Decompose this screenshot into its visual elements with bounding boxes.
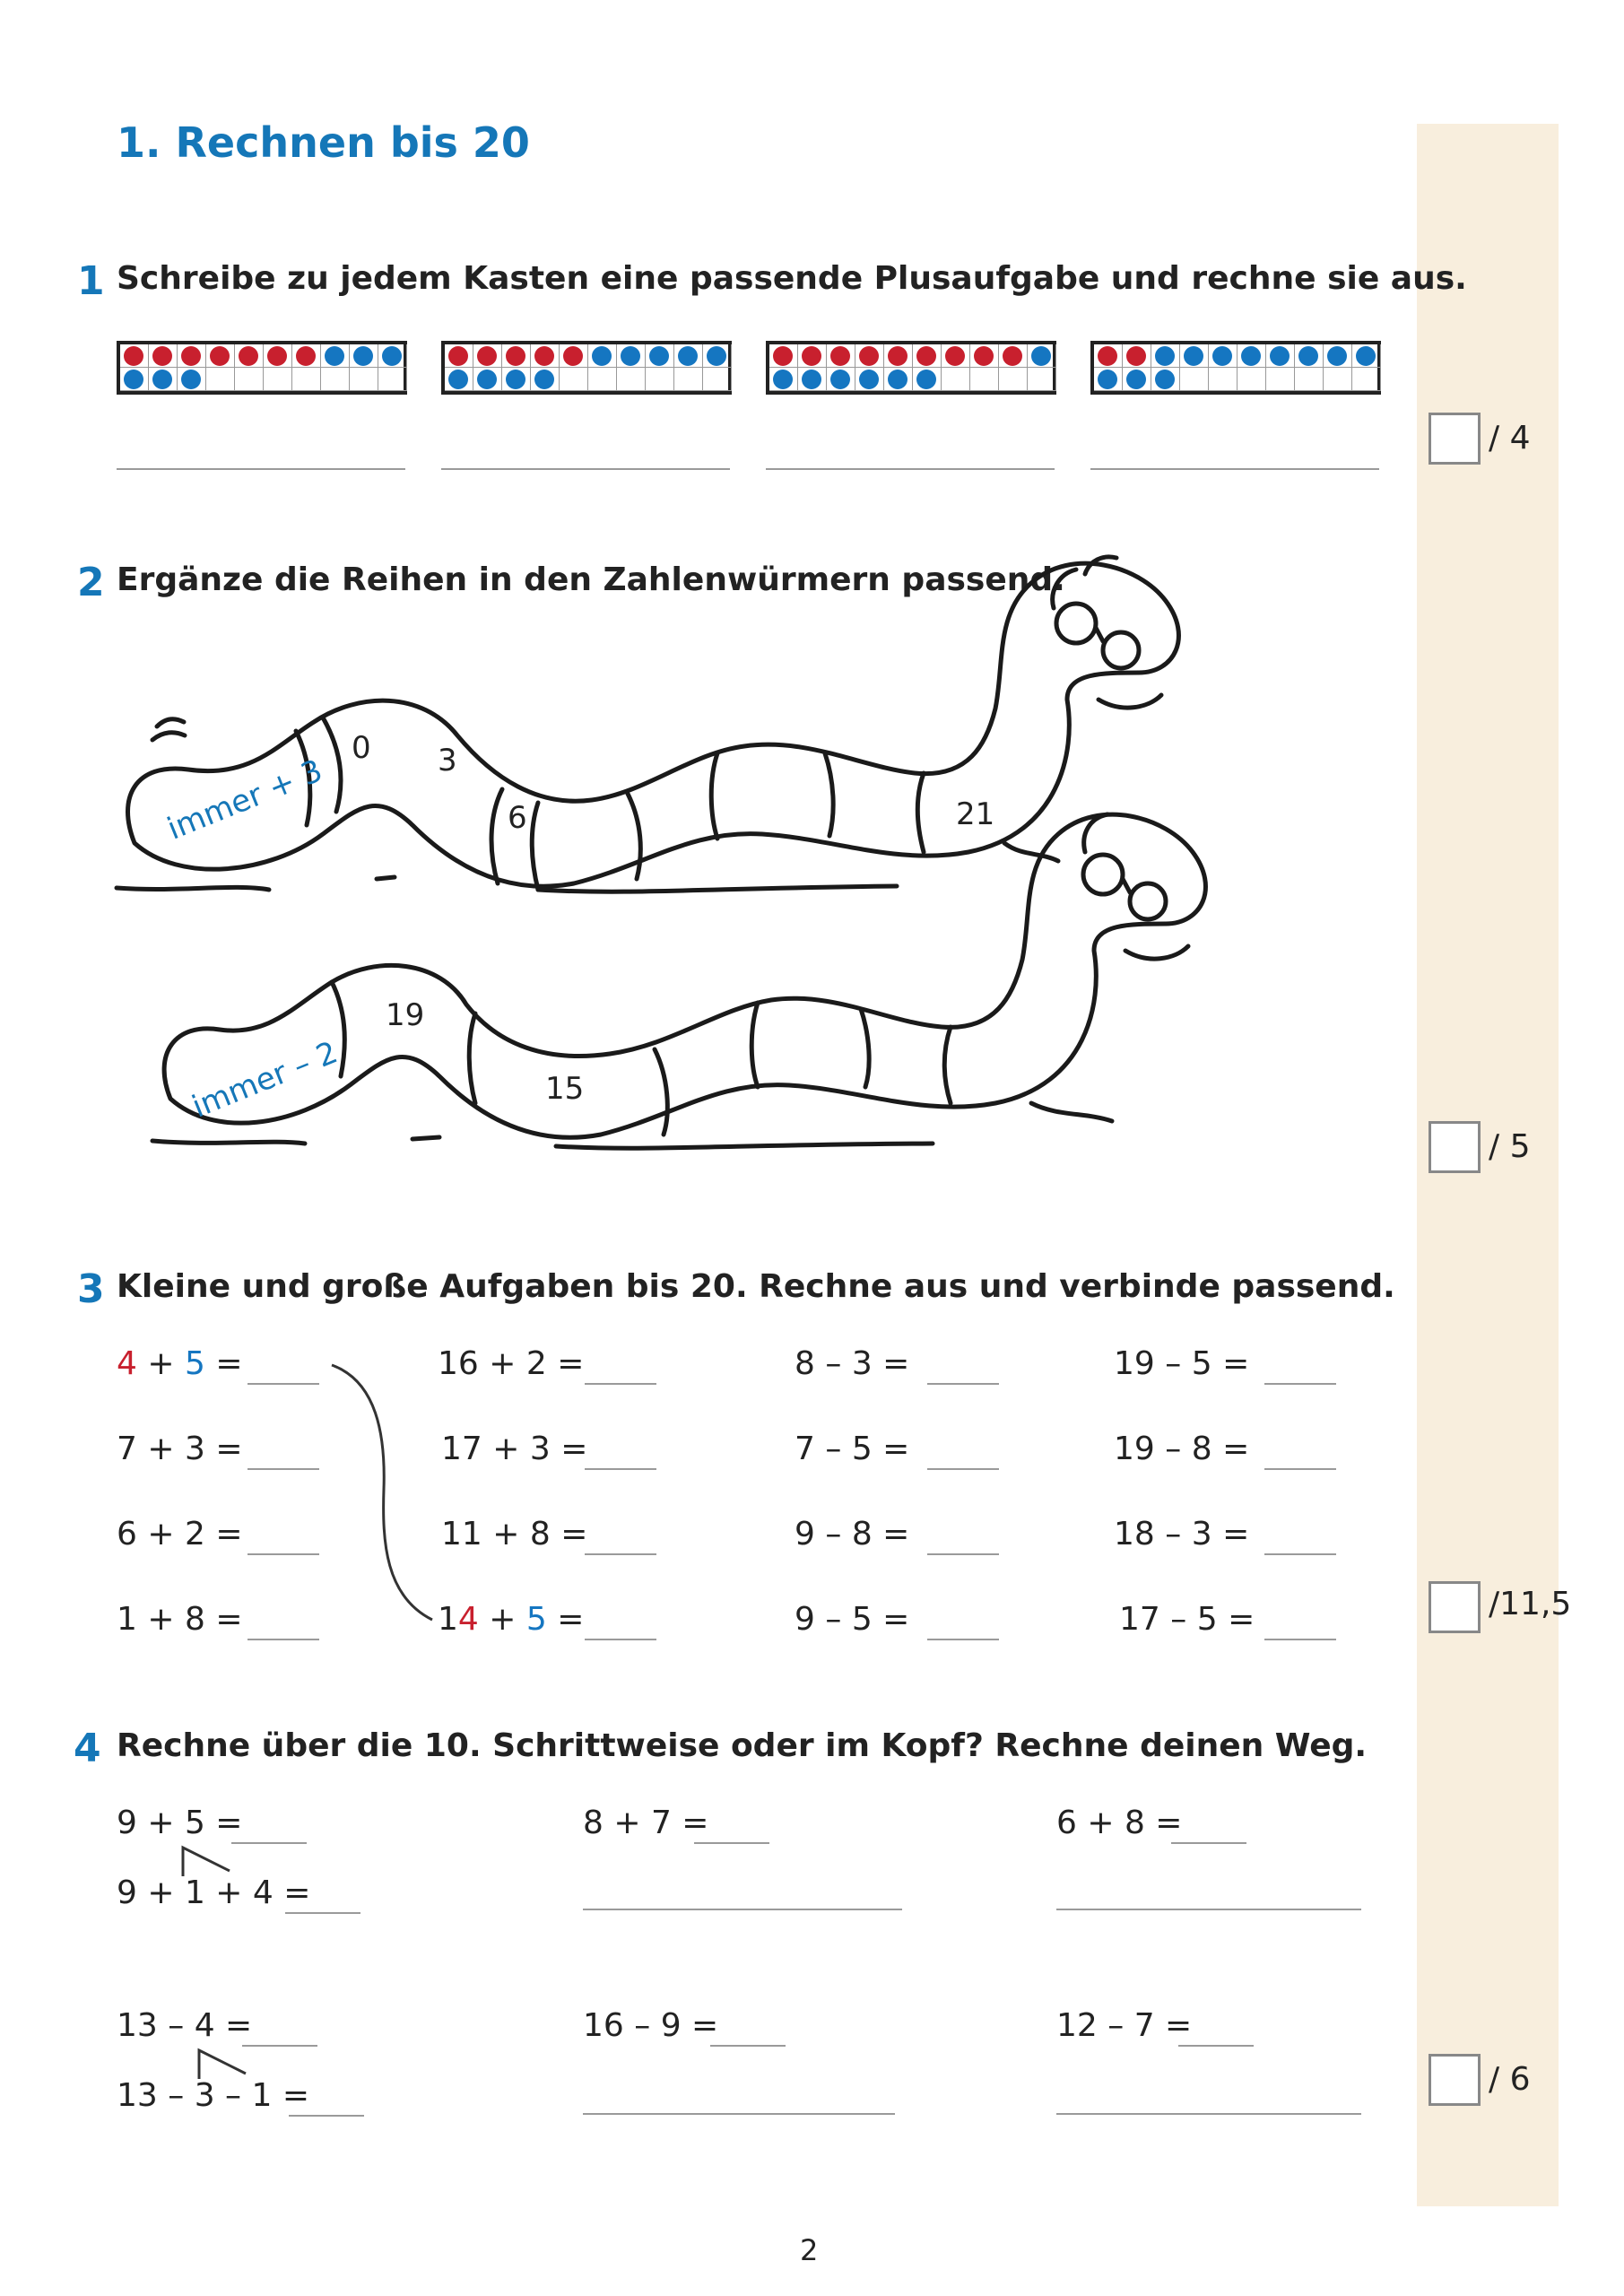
blue-counter-dot <box>448 370 468 389</box>
frame-cell <box>674 344 703 368</box>
frame-cell <box>999 368 1028 391</box>
red-counter-dot <box>1003 346 1022 366</box>
blue-counter-dot <box>773 370 793 389</box>
blue-counter-dot <box>181 370 201 389</box>
task-3-equation: 6 + 2 = <box>117 1516 243 1552</box>
task-4-work-line[interactable] <box>583 1909 902 1910</box>
task-3-equation: 17 – 5 = <box>1119 1601 1255 1638</box>
task-4-answer-blank[interactable] <box>694 1842 769 1844</box>
task-3-equation: 4 + 5 = <box>117 1345 243 1382</box>
top-worm-number-1: 0 <box>352 730 371 766</box>
frame-cell <box>149 344 178 368</box>
frame-cell <box>1352 368 1381 391</box>
task-3-answer-blank[interactable] <box>585 1383 656 1385</box>
frame-cell <box>321 344 350 368</box>
ten-frame-1 <box>117 341 407 395</box>
frame-cell <box>531 344 560 368</box>
frame-cell <box>1209 344 1238 368</box>
frame-cell <box>970 344 999 368</box>
frame-cell <box>1094 368 1123 391</box>
blue-counter-dot <box>592 346 612 366</box>
task-3-equation: 18 – 3 = <box>1114 1516 1250 1552</box>
ten-frame-4 <box>1090 341 1381 395</box>
frame-cell <box>588 344 617 368</box>
frame-cell <box>1028 368 1056 391</box>
task-1-score-box[interactable] <box>1429 413 1481 465</box>
blue-counter-dot <box>477 370 497 389</box>
task-3-equation: 19 – 5 = <box>1114 1345 1250 1382</box>
frame-cell <box>999 344 1028 368</box>
top-worm-number-4: 21 <box>956 796 995 832</box>
task-1-number: 1 <box>77 258 105 304</box>
task-2-score-box[interactable] <box>1429 1121 1481 1173</box>
task-4-answer-blank[interactable] <box>1178 2045 1254 2047</box>
frame-cell <box>473 344 502 368</box>
task-3-score-box[interactable] <box>1429 1581 1481 1633</box>
page-number: 2 <box>800 2233 819 2267</box>
red-counter-dot <box>210 346 230 366</box>
task-3-answer-blank[interactable] <box>927 1553 999 1555</box>
blue-counter-dot <box>1241 346 1261 366</box>
task-4-equation: 16 – 9 = <box>583 2007 719 2044</box>
blue-counter-dot <box>1155 346 1175 366</box>
task-3-equation: 11 + 8 = <box>441 1516 588 1552</box>
example-connection-line <box>323 1354 448 1632</box>
frame-cell <box>942 344 970 368</box>
task-3-number: 3 <box>77 1266 105 1312</box>
frame-cell <box>798 344 827 368</box>
task-2-number: 2 <box>77 560 105 605</box>
task-3-equation: 17 + 3 = <box>441 1431 588 1467</box>
blue-counter-dot <box>916 370 936 389</box>
frame-cell <box>350 368 378 391</box>
red-counter-dot <box>296 346 316 366</box>
task-3-equation: 8 – 3 = <box>795 1345 910 1382</box>
frame-cell <box>321 368 350 391</box>
frame-cell <box>120 368 149 391</box>
frame-cell <box>913 368 942 391</box>
highlighted-digit-red: 4 <box>457 1601 479 1638</box>
frame-cell <box>1028 344 1056 368</box>
frame-cell <box>502 344 531 368</box>
bottom-worm-number-1: 19 <box>386 997 425 1033</box>
frame-cell <box>674 368 703 391</box>
blue-counter-dot <box>1031 346 1051 366</box>
frame-cell <box>1352 344 1381 368</box>
task-3-equation: 9 – 8 = <box>795 1516 910 1552</box>
red-counter-dot <box>181 346 201 366</box>
task-3-answer-blank[interactable] <box>248 1553 319 1555</box>
task-3-answer-blank[interactable] <box>1264 1468 1336 1470</box>
top-worm-number-2: 3 <box>438 743 457 778</box>
task-4-equation: 8 + 7 = <box>583 1805 709 1841</box>
frame-cell <box>378 344 407 368</box>
frame-cell <box>1238 344 1266 368</box>
frame-cell <box>445 368 473 391</box>
frame-cell <box>1266 344 1295 368</box>
frame-cell <box>884 368 913 391</box>
frame-cell <box>769 344 798 368</box>
task-3-answer-blank[interactable] <box>1264 1383 1336 1385</box>
frame-cell <box>1266 368 1295 391</box>
highlighted-addend-blue: 5 <box>184 1345 205 1382</box>
task-3-equation: 14 + 5 = <box>438 1601 585 1638</box>
frame-cell <box>970 368 999 391</box>
red-counter-dot <box>477 346 497 366</box>
red-counter-dot <box>239 346 258 366</box>
frame-cell <box>1180 368 1209 391</box>
task-2-score-label: / 5 <box>1489 1128 1531 1165</box>
task-4-answer-blank[interactable] <box>289 2115 364 2117</box>
blue-counter-dot <box>649 346 669 366</box>
task-1-answer-line-1[interactable] <box>117 468 405 470</box>
frame-cell <box>206 344 235 368</box>
task-4-step-equation: 9 + 1 + 4 = <box>117 1874 311 1911</box>
frame-cell <box>913 344 942 368</box>
task-3-answer-blank[interactable] <box>248 1468 319 1470</box>
red-counter-dot <box>124 346 143 366</box>
frame-cell <box>798 368 827 391</box>
frame-cell <box>1295 368 1324 391</box>
frame-cell <box>378 368 407 391</box>
task-4-score-label: / 6 <box>1489 2061 1531 2098</box>
red-counter-dot <box>974 346 994 366</box>
frame-cell <box>292 344 321 368</box>
task-3-equation: 7 – 5 = <box>795 1431 910 1467</box>
frame-cell <box>1123 344 1151 368</box>
frame-cell <box>942 368 970 391</box>
frame-cell <box>560 344 588 368</box>
frame-cell <box>149 368 178 391</box>
task-3-equation: 16 + 2 = <box>438 1345 585 1382</box>
frame-cell <box>350 344 378 368</box>
task-4-text: Rechne über die 10. Schrittweise oder im Kopf? Rechne deinen Weg. <box>117 1727 1368 1764</box>
blue-counter-dot <box>1184 346 1203 366</box>
page-title: 1. Rechnen bis 20 <box>117 118 530 167</box>
blue-counter-dot <box>802 370 821 389</box>
bottom-worm-number-2: 15 <box>545 1071 585 1107</box>
blue-counter-dot <box>859 370 879 389</box>
top-worm-rule: immer + 3 <box>162 752 328 848</box>
blue-counter-dot <box>353 346 373 366</box>
frame-cell <box>235 368 264 391</box>
frame-cell <box>703 344 732 368</box>
frame-cell <box>855 344 884 368</box>
frame-cell <box>120 344 149 368</box>
frame-cell <box>855 368 884 391</box>
frame-cell <box>560 368 588 391</box>
ten-frame-2 <box>441 341 732 395</box>
blue-counter-dot <box>124 370 143 389</box>
task-4-step-equation: 13 – 3 – 1 = <box>117 2077 309 2114</box>
blue-counter-dot <box>1155 370 1175 389</box>
task-4-answer-blank[interactable] <box>1171 1842 1246 1844</box>
frame-cell <box>292 368 321 391</box>
frame-cell <box>178 368 206 391</box>
frame-cell <box>502 368 531 391</box>
task-3-answer-blank[interactable] <box>927 1639 999 1640</box>
frame-cell <box>646 368 674 391</box>
task-4-number: 4 <box>74 1726 101 1771</box>
task-4-equation: 12 – 7 = <box>1056 2007 1193 2044</box>
red-counter-dot <box>267 346 287 366</box>
frame-cell <box>617 368 646 391</box>
blue-counter-dot <box>1098 370 1117 389</box>
task-3-answer-blank[interactable] <box>927 1468 999 1470</box>
frame-cell <box>1324 368 1352 391</box>
task-2-text: Ergänze die Reihen in den Zahlenwürmern passend. <box>117 561 1065 598</box>
frame-cell <box>235 344 264 368</box>
task-4-work-line[interactable] <box>1056 2113 1361 2115</box>
frame-cell <box>1123 368 1151 391</box>
task-3-answer-blank[interactable] <box>248 1639 319 1640</box>
red-counter-dot <box>152 346 172 366</box>
blue-counter-dot <box>152 370 172 389</box>
task-3-answer-blank[interactable] <box>927 1383 999 1385</box>
blue-counter-dot <box>534 370 554 389</box>
frame-cell <box>827 368 855 391</box>
blue-counter-dot <box>506 370 525 389</box>
task-4-work-line[interactable] <box>583 2113 895 2115</box>
red-counter-dot <box>802 346 821 366</box>
red-counter-dot <box>534 346 554 366</box>
ten-frame-3 <box>766 341 1056 395</box>
task-3-equation: 9 – 5 = <box>795 1601 910 1638</box>
blue-counter-dot <box>325 346 344 366</box>
task-3-answer-blank[interactable] <box>585 1639 656 1640</box>
frame-cell <box>769 368 798 391</box>
frame-cell <box>827 344 855 368</box>
frame-cell <box>1151 368 1180 391</box>
task-3-answer-blank[interactable] <box>1264 1639 1336 1640</box>
top-worm-body <box>128 563 1179 886</box>
blue-counter-dot <box>1270 346 1290 366</box>
blue-counter-dot <box>707 346 726 366</box>
frame-cell <box>1180 344 1209 368</box>
bottom-worm-rule: immer – 2 <box>187 1034 343 1126</box>
task-1-score-label: / 4 <box>1489 420 1531 457</box>
task-4-work-line[interactable] <box>1056 1909 1361 1910</box>
frame-cell <box>531 368 560 391</box>
red-counter-dot <box>506 346 525 366</box>
blue-counter-dot <box>621 346 640 366</box>
task-4-equation: 9 + 5 = <box>117 1805 243 1841</box>
highlighted-addend-blue: 5 <box>525 1601 547 1638</box>
blue-counter-dot <box>678 346 698 366</box>
frame-cell <box>1324 344 1352 368</box>
task-3-text: Kleine und große Aufgaben bis 20. Rechne aus und verbinde passend. <box>117 1268 1395 1305</box>
blue-counter-dot <box>382 346 402 366</box>
task-1-answer-line-3[interactable] <box>766 468 1055 470</box>
task-1-text: Schreibe zu jedem Kasten eine passende Plusaufgabe und rechne sie aus. <box>117 260 1467 297</box>
task-3-answer-blank[interactable] <box>585 1553 656 1555</box>
red-counter-dot <box>563 346 583 366</box>
frame-cell <box>884 344 913 368</box>
top-worm-number-3: 6 <box>508 800 527 836</box>
red-counter-dot <box>916 346 936 366</box>
frame-cell <box>646 344 674 368</box>
red-counter-dot <box>945 346 965 366</box>
task-1-answer-line-4[interactable] <box>1090 468 1379 470</box>
task-3-answer-blank[interactable] <box>585 1468 656 1470</box>
blue-counter-dot <box>1212 346 1232 366</box>
task-3-equation: 19 – 8 = <box>1114 1431 1250 1467</box>
frame-cell <box>445 344 473 368</box>
blue-counter-dot <box>1126 370 1146 389</box>
task-4-equation: 6 + 8 = <box>1056 1805 1183 1841</box>
task-4-answer-blank[interactable] <box>231 1842 307 1844</box>
frame-cell <box>1209 368 1238 391</box>
red-counter-dot <box>1126 346 1146 366</box>
highlighted-addend-red: 4 <box>117 1345 137 1382</box>
frame-cell <box>1238 368 1266 391</box>
frame-cell <box>264 368 292 391</box>
task-3-answer-blank[interactable] <box>248 1383 319 1385</box>
frame-cell <box>264 344 292 368</box>
blue-counter-dot <box>888 370 908 389</box>
blue-counter-dot <box>1327 346 1347 366</box>
task-4-equation: 13 – 4 = <box>117 2007 253 2044</box>
frame-cell <box>1151 344 1180 368</box>
frame-cell <box>206 368 235 391</box>
frame-cell <box>703 368 732 391</box>
frame-cell <box>473 368 502 391</box>
task-3-equation: 1 + 8 = <box>117 1601 243 1638</box>
frame-cell <box>1094 344 1123 368</box>
blue-counter-dot <box>830 370 850 389</box>
red-counter-dot <box>888 346 908 366</box>
frame-cell <box>588 368 617 391</box>
red-counter-dot <box>1098 346 1117 366</box>
task-3-score-label: /11,5 <box>1489 1586 1572 1622</box>
red-counter-dot <box>859 346 879 366</box>
task-3-equation: 7 + 3 = <box>117 1431 243 1467</box>
red-counter-dot <box>773 346 793 366</box>
task-4-score-box[interactable] <box>1429 2054 1481 2106</box>
task-3-answer-blank[interactable] <box>1264 1553 1336 1555</box>
frame-cell <box>617 344 646 368</box>
blue-counter-dot <box>1356 346 1376 366</box>
red-counter-dot <box>448 346 468 366</box>
task-4-answer-blank[interactable] <box>285 1912 360 1914</box>
frame-cell <box>1295 344 1324 368</box>
task-4-answer-blank[interactable] <box>710 2045 786 2047</box>
red-counter-dot <box>830 346 850 366</box>
blue-counter-dot <box>1298 346 1318 366</box>
bottom-worm-body <box>164 814 1205 1137</box>
frame-cell <box>178 344 206 368</box>
task-1-answer-line-2[interactable] <box>441 468 730 470</box>
